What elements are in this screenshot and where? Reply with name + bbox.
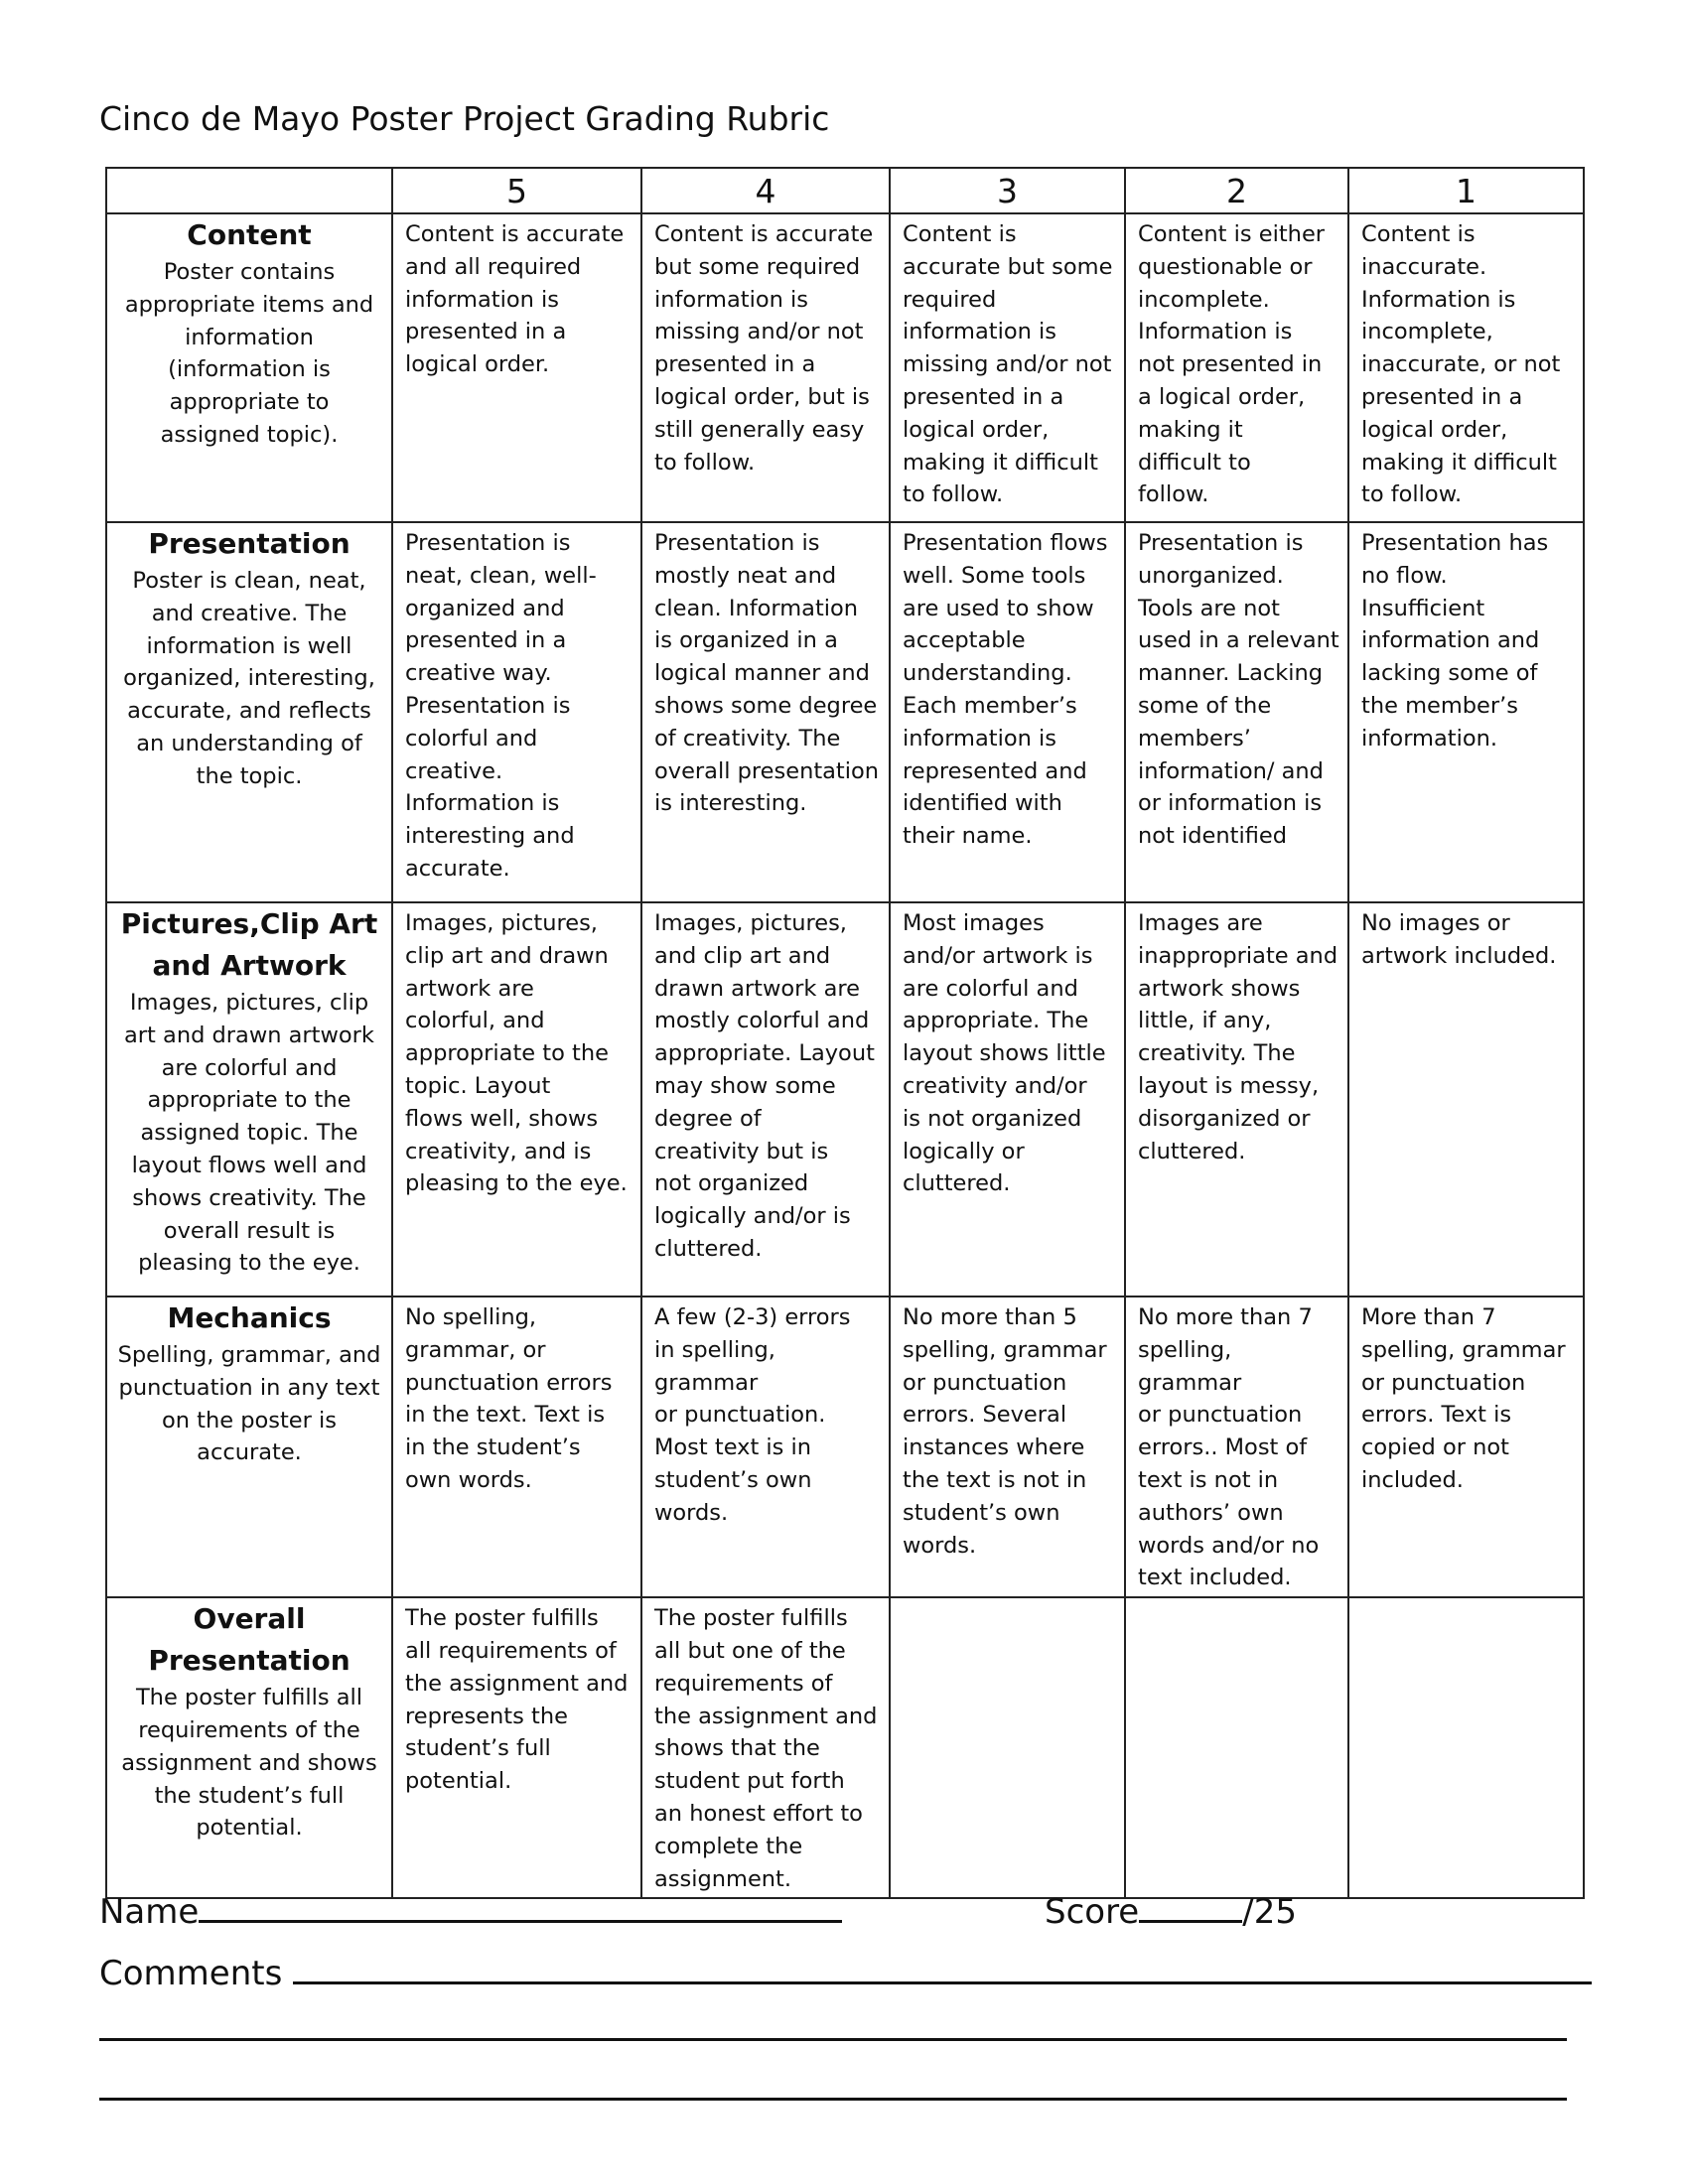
rubric-cell-score-1 <box>1348 1597 1584 1898</box>
rubric-cell-text: Presentation flows well. Some tools are used to show acceptable understanding. Each member’s information is represented and identified with their name. <box>903 530 1108 850</box>
criterion-cell <box>106 1297 392 1597</box>
rubric-cell-score-3 <box>890 213 1125 522</box>
rubric-cell-text: Content is either questionable or incomplete. Information is not presented in a logical order, making it difficult to follow. <box>1138 221 1326 508</box>
score-header-1: 1 <box>1348 168 1584 213</box>
score-total: /25 <box>1242 1892 1297 1932</box>
criterion-title: Overall Presentation <box>148 1602 351 1678</box>
comments-label: Comments <box>99 1954 283 1993</box>
score-header-3: 3 <box>890 168 1125 213</box>
rubric-cell-text: Images are inappropriate and artwork shows little, if any, creativity. The layout is messy, disorganized or cluttered. <box>1138 910 1338 1164</box>
rubric-cell-score-3 <box>890 1297 1125 1597</box>
criterion-description: Poster is clean, neat, and creative. The information is well organized, interesting, accurate, and reflects an understanding of the topic. <box>123 568 375 789</box>
rubric-row-pictures-clip-art <box>106 902 1584 1297</box>
rubric-cell-text: Most images and/or artwork is are colorful and appropriate. The layout shows little creativity and/or is not organized logically or cluttered. <box>903 910 1106 1197</box>
rubric-cell-text: Content is accurate but some required information is missing and/or not presented in a logical order, making it difficult to follow. <box>903 221 1113 508</box>
rubric-row-mechanics <box>106 1297 1584 1597</box>
score-field[interactable] <box>1045 1892 1297 1932</box>
rubric-cell-score-4 <box>641 213 890 522</box>
criterion-title: Mechanics <box>167 1301 332 1334</box>
grading-rubric-table <box>105 167 1585 1899</box>
criterion-cell <box>106 1597 392 1898</box>
rubric-cell-score-4 <box>641 902 890 1297</box>
rubric-cell-score-5 <box>392 522 641 902</box>
name-blank-line[interactable] <box>199 1894 842 1923</box>
rubric-cell-score-2 <box>1125 522 1348 902</box>
rubric-cell-text: Images, pictures, and clip art and drawn artwork are mostly colorful and appropriate. Layout may show some degree of creativity but is not organized logically and/or is cluttered. <box>654 910 875 1262</box>
rubric-cell-text <box>891 1598 1124 1604</box>
rubric-cell-score-2 <box>1125 213 1348 522</box>
criterion-title: Pictures,Clip Art and Artwork <box>120 907 378 982</box>
criterion-cell <box>106 522 392 902</box>
rubric-cell-text: No more than 7 spelling, grammar or punctuation errors.. Most of text is not in authors’ own words and/or no text included. <box>1138 1304 1320 1591</box>
rubric-cell-text: No images or artwork included. <box>1361 910 1557 969</box>
rubric-cell-text: A few (2-3) errors in spelling, grammar or punctuation. Most text is in student’s own words. <box>654 1304 851 1526</box>
rubric-cell-score-1 <box>1348 902 1584 1297</box>
rubric-cell-score-5 <box>392 1597 641 1898</box>
score-header-5: 5 <box>392 168 641 213</box>
criterion-title: Presentation <box>148 527 351 560</box>
rubric-cell-score-3 <box>890 902 1125 1297</box>
rubric-cell-score-3 <box>890 1597 1125 1898</box>
rubric-cell-score-2 <box>1125 1297 1348 1597</box>
criterion-description: Images, pictures, clip art and drawn artwork are colorful and appropriate to the assigned topic. The layout flows well and shows creativity. The overall result is pleasing to the eye. <box>124 990 374 1277</box>
rubric-cell-score-1 <box>1348 522 1584 902</box>
rubric-cell-text: Content is accurate and all required information is presented in a logical order. <box>405 221 625 378</box>
rubric-cell-text: The poster fulfills all but one of the requirements of the assignment and shows that the student put forth an honest effort to complete the assignment. <box>654 1605 878 1892</box>
name-field[interactable] <box>99 1892 842 1932</box>
rubric-cell-score-1 <box>1348 213 1584 522</box>
name-label: Name <box>99 1892 200 1932</box>
rubric-cell-score-3 <box>890 522 1125 902</box>
rubric-cell-text <box>1349 1598 1583 1604</box>
score-header-4: 4 <box>641 168 890 213</box>
criterion-description: Spelling, grammar, and punctuation in any text on the poster is accurate. <box>117 1342 381 1466</box>
rubric-cell-text: Content is accurate but some required information is missing and/or not presented in a logical order, but is still generally easy to follow. <box>654 221 874 476</box>
comments-blank-line[interactable] <box>293 1956 1592 1984</box>
rubric-cell-score-2 <box>1125 1597 1348 1898</box>
rubric-cell-text: Presentation is unorganized. Tools are not used in a relevant manner. Lacking some of the members’ information/ and or information is not identified <box>1138 530 1339 850</box>
rubric-cell-score-5 <box>392 902 641 1297</box>
rubric-cell-score-4 <box>641 1597 890 1898</box>
rubric-cell-text: Presentation is mostly neat and clean. Information is organized in a logical manner and shows some degree of creativity. The overall presentation is interesting. <box>654 530 880 817</box>
rubric-cell-text: The poster fulfills all requirements of the assignment and represents the student’s full potential. <box>405 1605 629 1795</box>
criterion-description: The poster fulfills all requirements of the assignment and shows the student’s full potential. <box>121 1685 377 1842</box>
rubric-cell-text: No more than 5 spelling, grammar or punctuation errors. Several instances where the text is not in student’s own words. <box>903 1304 1107 1559</box>
rubric-cell-score-1 <box>1348 1297 1584 1597</box>
criteria-header-cell <box>106 168 392 213</box>
rubric-cell-score-5 <box>392 213 641 522</box>
rubric-cell-text <box>1126 1598 1347 1604</box>
rubric-cell-score-2 <box>1125 902 1348 1297</box>
score-blank-line[interactable] <box>1139 1894 1242 1923</box>
rubric-cell-text: No spelling, grammar, or punctuation errors in the text. Text is in the student’s own words. <box>405 1304 613 1493</box>
rubric-cell-text: More than 7 spelling, grammar or punctuation errors. Text is copied or not included. <box>1361 1304 1566 1493</box>
rubric-cell-score-5 <box>392 1297 641 1597</box>
criterion-description: Poster contains appropriate items and information (information is appropriate to assigned topic). <box>124 259 374 448</box>
criterion-cell <box>106 213 392 522</box>
rubric-cell-text: Images, pictures, clip art and drawn artwork are colorful, and appropriate to the topic. Layout flows well, shows creativity, and is pleasing to the eye. <box>405 910 628 1197</box>
page-title: Cinco de Mayo Poster Project Grading Rubric <box>99 99 830 138</box>
comments-extra-line[interactable] <box>99 2038 1567 2041</box>
rubric-cell-text: Content is inaccurate. Information is incomplete, inaccurate, or not presented in a logical order, making it difficult to follow. <box>1361 221 1561 508</box>
criterion-cell <box>106 902 392 1297</box>
rubric-cell-score-4 <box>641 522 890 902</box>
score-header-2: 2 <box>1125 168 1348 213</box>
comments-extra-line[interactable] <box>99 2098 1567 2101</box>
rubric-cell-text: Presentation is neat, clean, well- organized and presented in a creative way. Presentation is colorful and creative. Information is interesting and accurate. <box>405 530 597 882</box>
rubric-row-content <box>106 213 1584 522</box>
rubric-row-presentation <box>106 522 1584 902</box>
comments-field[interactable] <box>99 1954 1592 1993</box>
score-header-row <box>106 168 1584 213</box>
score-label: Score <box>1045 1892 1140 1932</box>
rubric-cell-score-4 <box>641 1297 890 1597</box>
rubric-row-overall-presentation <box>106 1597 1584 1898</box>
criterion-title: Content <box>187 218 312 251</box>
rubric-cell-text: Presentation has no flow. Insufficient information and lacking some of the member’s information. <box>1361 530 1549 751</box>
